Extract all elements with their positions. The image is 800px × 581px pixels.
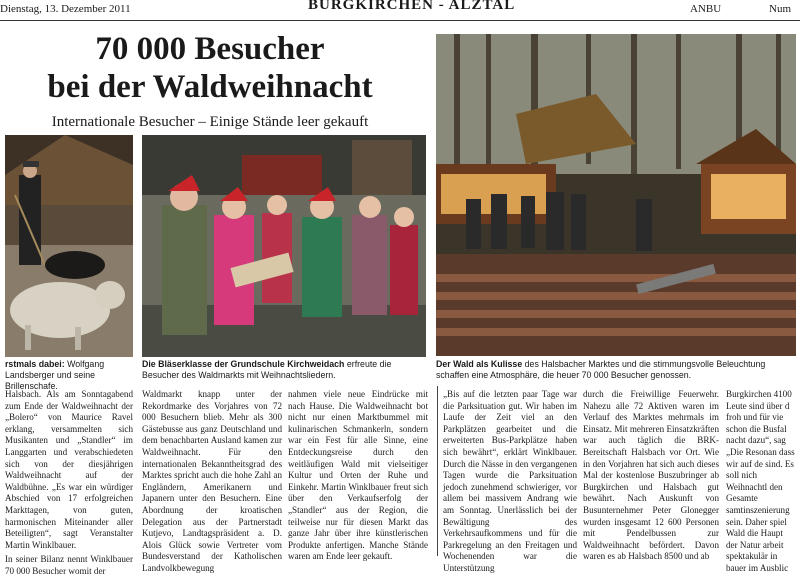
photo-children-band: [142, 135, 426, 357]
page-header: [0, 0, 800, 21]
caption-sheep-text: Wolfgang Landsberger und seine Brillenschafe.: [5, 359, 105, 391]
caption-market-lead: Der Wald als Kulisse: [436, 359, 523, 369]
caption-market-text: des Halsbacher Marktes und die stimmungsvolle Beleuchtung schaffen eine Atmosphäre, die heuer 70 000 Besucher genossen.: [436, 359, 766, 380]
column-2-paragraph: Waldmarkt knapp unter der Rekordmarke des Vorjahres von 72 000 Besuchern blieb. Mehr als 300 Gästebusse aus ganz Deutschland und dem benachbarten Ausland kamen zur Waldweihnacht. Für den internationalen Bekanntheitsgrad des Marktes spricht auch die hohe Zahl an Engländern, Amerikanern und Japanern unter den Besuchern. Eine Abordnung der kroatischen Delegation aus der Partnerstadt Kutjevo, Landtagspräsident a. D. Alois Glück sowie Vertreter vom Bundesverstand der Katholischen Landvolkbewegung: [142, 389, 282, 573]
column-3-paragraph: nahmen viele neue Eindrücke mit nach Hause. Die Waldweihnacht bot nicht nur einen Marktbummel mit kulinarischen Schmankerln, sondern war ein Fest für alle Sinne, eine Entdeckungsreise durch den weitläufigen Wald mit vielseitiger Kultur und Orten der Ruhe und Einkehr. Martin Winklbauer freut sich über den Verkaufserfolg der „Standler“ aus der Region, die teilweise nur für diesen Markt das ganze Jahr über ihre künstlerischen Produkte anfertigen. Manche Stände waren am Ende leer gekauft.: [288, 389, 428, 562]
column-divider: [437, 386, 438, 556]
caption-photo-sheep: [5, 359, 133, 392]
article-column-4: [443, 389, 577, 578]
caption-sheep-lead: rstmals dabei:: [5, 359, 65, 369]
subtitle: Internationale Besucher – Einige Stände leer gekauft: [51, 114, 369, 130]
column-1-paragraph-1: Halsbach. Als am Sonntagabend zum Ende der Waldweihnacht der „Bolero“ von Maurice Ravel erklang, versammelten sich Musikanten und „Standler“ im Langgarten und verabschiedeten sich von der diesjährigen Waldweihnacht auf der Waldbühne. „Es war ein würdiger Abschied von 17 erfolgreichen Markttagen, von guten, harmonischen Miteinander aller Beteiligten“, sagt Veranstalter Martin Winklbauer.: [5, 389, 133, 550]
column-4-paragraph: „Bis auf die letzten paar Tage war die Parksituation gut. Wir haben im Laufe der Zeit viel an den Parkplätzen gearbeitet und die erweiterten Bus-Parkplätze haben sich bewährt“, erklärt Winklbauer. Durch die Nässe in den vergangenen Tagen wurde die Parksituation jedoch zunehmend schwieriger, vor allem bei massivem Andrang wie am Sonntag. Unerlässlich bei der Bewältigung des Verkehrsaufkommens und für die Parkregelung an den Freitagen und Wochenenden war die Unterstützung: [443, 389, 577, 573]
caption-photo-market: [436, 359, 796, 381]
article-column-5: [583, 389, 719, 566]
issue-date: Dienstag, 13. Dezember 2011: [0, 3, 131, 15]
caption-band-lead: Die Bläserklasse der Grundschule Kirchweidach: [142, 359, 345, 369]
photo-sheep: [5, 135, 133, 357]
article-column-6: [726, 389, 796, 573]
article-column-3: [288, 389, 428, 566]
headline-line-2: bei der Waldweihnacht: [47, 69, 373, 105]
caption-band-text: erfreute die Besucher des Waldmarkts mit Weihnachtsliedern.: [142, 359, 392, 380]
article-column-1: [5, 389, 133, 581]
issue-number: Num: [769, 3, 791, 15]
column-1-paragraph-2: In seiner Bilanz nennt Winklbauer 70 000 Besucher womit der: [5, 554, 133, 576]
photo-market-scene: [436, 34, 796, 356]
caption-photo-band: [142, 359, 426, 381]
column-5-paragraph: durch die Freiwillige Feuerwehr. Nahezu alle 72 Aktiven waren im Verlauf des Marktes mehrmals im Einsatz. Mit mehreren Einsatzkräften war auch täglich die BRK-Bereitschaft Halsbach vor Ort. Wie in den Vorjahren hat sich auch dieses Mal der kostenlose Buszubringer ab Burgkirchen und Halsbach gut bewährt. Nach Auskunft von Busunternehmer Peter Glonegger wurden insgesamt 12 600 Personen mit Pendelbussen zur Waldweihnacht befördert. Davon waren es ab Halsbach 8500 und ab: [583, 389, 719, 562]
publication-code: ANBU: [690, 3, 722, 15]
column-6-paragraph: Burgkirchen 4100 Leute sind über d froh und für vie schon die Busfal nacht dazu“, sag „Die Resonan dass wir auf de sind. Es soll nich Weihnachtl den Gesamte samtinszenierung sein. Daher spiel Wald die Haupt der Natur arbeit spektakulär in bauer im Ausblic: [726, 389, 795, 573]
headline-line-1: 70 000 Besucher: [95, 31, 325, 67]
section-title: BURGKIRCHEN - ALZTAL: [308, 0, 516, 13]
article-column-2: [142, 389, 282, 578]
